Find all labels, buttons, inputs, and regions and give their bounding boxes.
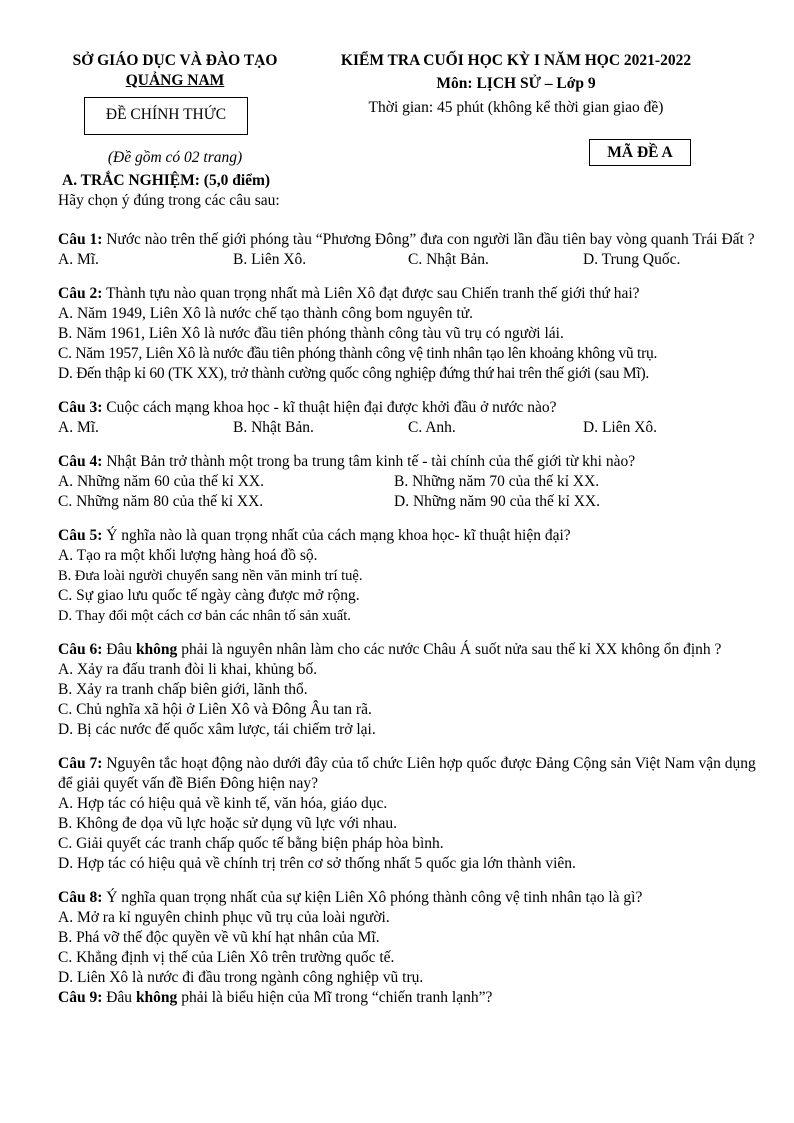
- question-number: Câu 6:: [58, 641, 103, 658]
- question-number: Câu 4:: [58, 453, 103, 470]
- option-a: A. Những năm 60 của thế kỉ XX.: [58, 473, 264, 490]
- question-stem: Thành tựu nào quan trọng nhất mà Liên Xô đạt được sau Chiến tranh thế giới thứ hai?: [105, 285, 640, 302]
- province-name: QUẢNG NAM: [125, 72, 225, 89]
- option-a: A. Mĩ.: [58, 419, 99, 436]
- question-4: [58, 452, 758, 512]
- question-6: [58, 640, 758, 740]
- question-stem-start: Đâu: [106, 989, 133, 1006]
- option-b: B. Liên Xô.: [233, 251, 307, 268]
- exam-code: MÃ ĐỀ A: [607, 144, 673, 161]
- question-stem: Ý nghĩa quan trọng nhất của sự kiện Liên Xô phóng thành công vệ tinh nhân tạo là gì?: [106, 889, 643, 906]
- option-c: C. Giải quyết các tranh chấp quốc tế bằng biện pháp hòa bình.: [58, 835, 444, 852]
- option-d: D. Thay đổi một cách cơ bản các nhân tố sản xuất.: [58, 608, 351, 624]
- option-a: A. Xảy ra đấu tranh đòi li khai, khủng bố.: [58, 661, 318, 678]
- question-number: Câu 5:: [58, 527, 103, 544]
- official-label: ĐỀ CHÍNH THỨC: [105, 106, 227, 123]
- question-stem-end: phải là nguyên nhân làm cho các nước Châu Á suốt nửa sau thế kỉ XX không ổn định ?: [181, 641, 722, 658]
- option-d: D. Đến thập kỉ 60 (TK XX), trở thành cường quốc công nghiệp đứng thứ hai trên thế giới (sau Mĩ).: [58, 365, 649, 382]
- option-b: B. Đưa loài người chuyển sang nền văn minh trí tuệ.: [58, 568, 363, 584]
- question-number: Câu 9:: [58, 989, 103, 1006]
- option-b: B. Nhật Bản.: [233, 419, 314, 436]
- option-c: C. Sự giao lưu quốc tế ngày càng được mở rộng.: [58, 587, 360, 604]
- question-stem-end: phải là biểu hiện của Mĩ trong “chiến tranh lạnh”?: [181, 989, 493, 1006]
- section-title: A. TRẮC NGHIỆM: (5,0 điểm): [62, 172, 271, 189]
- question-number: Câu 8:: [58, 889, 103, 906]
- question-number: Câu 1:: [58, 231, 103, 248]
- option-d: D. Liên Xô là nước đi đầu trong ngành công nghiệp vũ trụ.: [58, 969, 424, 986]
- option-d: D. Trung Quốc.: [583, 251, 681, 268]
- option-c: C. Năm 1957, Liên Xô là nước đầu tiên phóng thành công vệ tinh nhân tạo lên khoảng không vũ trụ.: [58, 345, 658, 362]
- pages-note: (Đề gồm có 02 trang): [107, 149, 243, 166]
- question-stem: Nguyên tắc hoạt động nào dưới đây của tổ chức Liên hợp quốc được Đảng Cộng sản Việt Nam vận dụng để giải quyết vấn đề Biển Đông hiện nay?: [58, 755, 756, 792]
- question-stem-emphasis: không: [135, 641, 178, 658]
- option-a: A. Tạo ra một khối lượng hàng hoá đồ sộ.: [58, 547, 318, 564]
- department-name: SỞ GIÁO DỤC VÀ ĐÀO TẠO: [72, 52, 278, 69]
- question-stem-emphasis: không: [135, 989, 178, 1006]
- option-b: B. Năm 1961, Liên Xô là nước đầu tiên phóng thành công tàu vũ trụ có người lái.: [58, 325, 564, 342]
- option-b: B. Phá vỡ thế độc quyền về vũ khí hạt nhân của Mĩ.: [58, 929, 380, 946]
- question-list: [58, 230, 758, 1008]
- option-a: A. Năm 1949, Liên Xô là nước chế tạo thành công bom nguyên tử.: [58, 305, 473, 322]
- option-a: A. Hợp tác có hiệu quả về kinh tế, văn hóa, giáo dục.: [58, 795, 388, 812]
- question-stem: Ý nghĩa nào là quan trọng nhất của cách mạng khoa học- kĩ thuật hiện đại?: [106, 527, 571, 544]
- question-3: [58, 398, 758, 438]
- official-badge: [84, 97, 248, 135]
- question-stem-start: Đâu: [106, 641, 133, 658]
- question-number: Câu 2:: [58, 285, 103, 302]
- option-c: C. Nhật Bản.: [408, 251, 489, 268]
- question-7: [58, 754, 758, 874]
- option-b: B. Không đe dọa vũ lực hoặc sử dụng vũ lực với nhau.: [58, 815, 398, 832]
- question-9: [58, 988, 758, 1008]
- option-b: B. Những năm 70 của thế kỉ XX.: [394, 473, 600, 490]
- section-instruction: Hãy chọn ý đúng trong các câu sau:: [58, 192, 280, 209]
- option-a: A. Mĩ.: [58, 251, 99, 268]
- question-5: [58, 526, 758, 626]
- option-c: C. Khẳng định vị thế của Liên Xô trên trường quốc tế.: [58, 949, 395, 966]
- question-number: Câu 3:: [58, 399, 103, 416]
- question-1: [58, 230, 758, 270]
- exam-title: KIỂM TRA CUỐI HỌC KỲ I NĂM HỌC 2021-2022: [340, 52, 692, 69]
- option-c: C. Anh.: [408, 419, 456, 436]
- question-8: [58, 888, 758, 988]
- option-d: D. Những năm 90 của thế kỉ XX.: [394, 493, 600, 510]
- time-line: Thời gian: 45 phút (không kể thời gian giao đề): [368, 99, 664, 116]
- question-stem: Nhật Bản trở thành một trong ba trung tâm kinh tế - tài chính của thế giới từ khi nào?: [106, 453, 636, 470]
- option-d: D. Liên Xô.: [583, 419, 658, 436]
- question-stem: Cuộc cách mạng khoa học - kĩ thuật hiện đại được khởi đầu ở nước nào?: [106, 399, 557, 416]
- option-d: D. Hợp tác có hiệu quả về chính trị trên cơ sở thống nhất 5 quốc gia lớn thành viên.: [58, 855, 576, 872]
- option-a: A. Mở ra kỉ nguyên chinh phục vũ trụ của loài người.: [58, 909, 390, 926]
- option-c: C. Những năm 80 của thế kỉ XX.: [58, 493, 264, 510]
- exam-code-box: [589, 139, 691, 166]
- option-c: C. Chủ nghĩa xã hội ở Liên Xô và Đông Âu tan rã.: [58, 701, 372, 718]
- question-number: Câu 7:: [58, 755, 103, 772]
- subject-line: Môn: LỊCH SỬ – Lớp 9: [436, 75, 596, 92]
- question-2: [58, 284, 758, 384]
- option-d: D. Bị các nước đế quốc xâm lược, tái chiếm trở lại.: [58, 721, 376, 738]
- question-stem: Nước nào trên thế giới phóng tàu “Phương Đông” đưa con người lần đầu tiên bay vòng quanh Trái Đất ?: [106, 231, 755, 248]
- option-b: B. Xảy ra tranh chấp biên giới, lãnh thổ.: [58, 681, 308, 698]
